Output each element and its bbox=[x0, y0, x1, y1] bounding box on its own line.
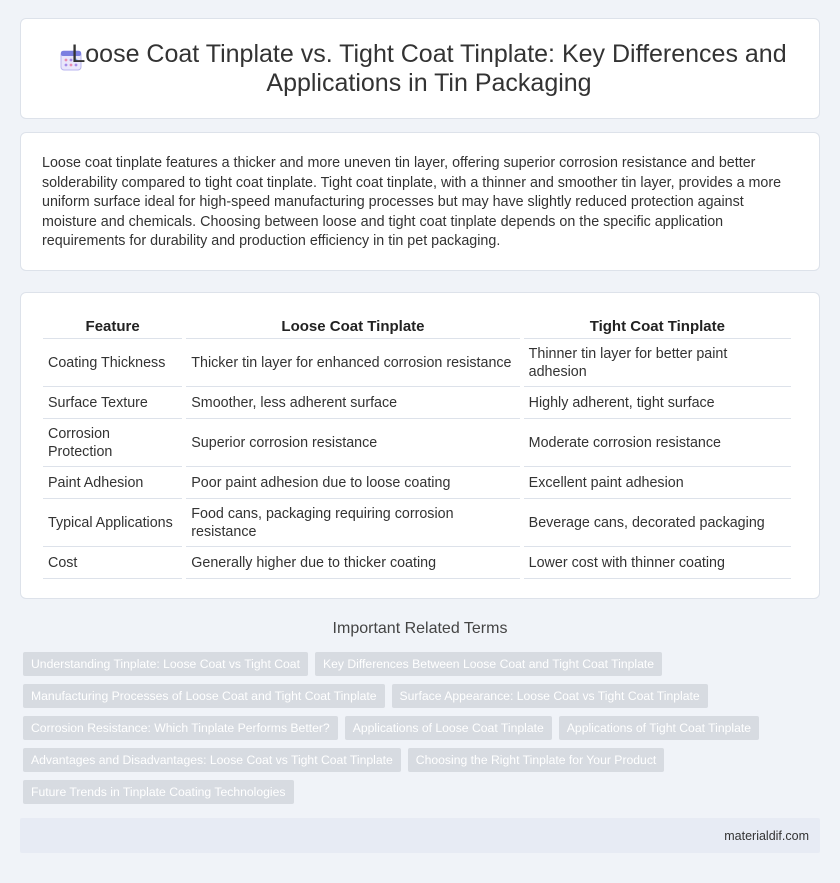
table-cell-loose: Food cans, packaging requiring corrosion resistance bbox=[186, 499, 519, 547]
table-cell-tight: Thinner tin layer for better paint adhesion bbox=[524, 339, 791, 387]
table-row bbox=[43, 499, 791, 547]
related-term-tag[interactable]: Choosing the Right Tinplate for Your Product bbox=[408, 748, 665, 772]
related-term-tag[interactable]: Advantages and Disadvantages: Loose Coat vs Tight Coat Tinplate bbox=[23, 748, 401, 772]
related-term-tag[interactable]: Applications of Loose Coat Tinplate bbox=[345, 716, 552, 740]
footer bbox=[20, 818, 820, 853]
table-row bbox=[43, 419, 791, 467]
table-cell-loose: Generally higher due to thicker coating bbox=[186, 547, 519, 579]
related-term-tag[interactable]: Applications of Tight Coat Tinplate bbox=[559, 716, 759, 740]
related-term-tag[interactable]: Surface Appearance: Loose Coat vs Tight Coat Tinplate bbox=[392, 684, 708, 708]
header-feature: Feature bbox=[43, 309, 182, 339]
table-cell-feature: Corrosion Protection bbox=[43, 419, 182, 467]
table-cell-loose: Thicker tin layer for enhanced corrosion resistance bbox=[186, 339, 519, 387]
table-cell-loose: Superior corrosion resistance bbox=[186, 419, 519, 467]
table-cell-feature: Paint Adhesion bbox=[43, 467, 182, 499]
related-term-tag[interactable]: Future Trends in Tinplate Coating Technologies bbox=[23, 780, 294, 804]
related-terms-heading: Important Related Terms bbox=[332, 620, 508, 637]
table-cell-feature: Cost bbox=[43, 547, 182, 579]
comparison-table-card bbox=[20, 292, 820, 599]
footer-site-link[interactable]: materialdif.com bbox=[724, 828, 809, 843]
table-cell-tight: Lower cost with thinner coating bbox=[524, 547, 791, 579]
table-cell-feature: Typical Applications bbox=[43, 499, 182, 547]
intro-card bbox=[20, 132, 820, 271]
table-row bbox=[43, 467, 791, 499]
table-cell-feature: Coating Thickness bbox=[43, 339, 182, 387]
related-term-tag[interactable]: Key Differences Between Loose Coat and Tight Coat Tinplate bbox=[315, 652, 662, 676]
related-term-tag[interactable]: Understanding Tinplate: Loose Coat vs Tight Coat bbox=[23, 652, 308, 676]
header-loose-coat: Loose Coat Tinplate bbox=[186, 309, 519, 339]
table-row bbox=[43, 547, 791, 579]
table-header-row bbox=[43, 309, 791, 339]
table-cell-tight: Excellent paint adhesion bbox=[524, 467, 791, 499]
table-row bbox=[43, 387, 791, 419]
table-cell-tight: Moderate corrosion resistance bbox=[524, 419, 791, 467]
page-title: Loose Coat Tinplate vs. Tight Coat Tinplate: Key Differences and Applications in Tin Packaging bbox=[71, 39, 787, 97]
comparison-table bbox=[39, 309, 795, 579]
intro-paragraph: Loose coat tinplate features a thicker and more uneven tin layer, offering superior corrosion resistance and better solderability compared to tight coat tinplate. Tight coat tinplate, with a thinner and smoother tin layer, provides a more uniform surface ideal for high-speed manufacturing processes but may have slightly reduced protection against moisture and chemicals. Choosing between loose and tight coat tinplate depends on the specific application requirements for durability and production efficiency in tin pet packaging. bbox=[42, 155, 782, 250]
header-tight-coat: Tight Coat Tinplate bbox=[524, 309, 791, 339]
table-cell-feature: Surface Texture bbox=[43, 387, 182, 419]
related-terms-list bbox=[23, 652, 803, 804]
table-row bbox=[43, 339, 791, 387]
table-cell-tight: Highly adherent, tight surface bbox=[524, 387, 791, 419]
table-cell-loose: Smoother, less adherent surface bbox=[186, 387, 519, 419]
related-term-tag[interactable]: Manufacturing Processes of Loose Coat and Tight Coat Tinplate bbox=[23, 684, 385, 708]
header-card bbox=[20, 18, 820, 119]
related-term-tag[interactable]: Corrosion Resistance: Which Tinplate Performs Better? bbox=[23, 716, 338, 740]
table-cell-loose: Poor paint adhesion due to loose coating bbox=[186, 467, 519, 499]
table-cell-tight: Beverage cans, decorated packaging bbox=[524, 499, 791, 547]
